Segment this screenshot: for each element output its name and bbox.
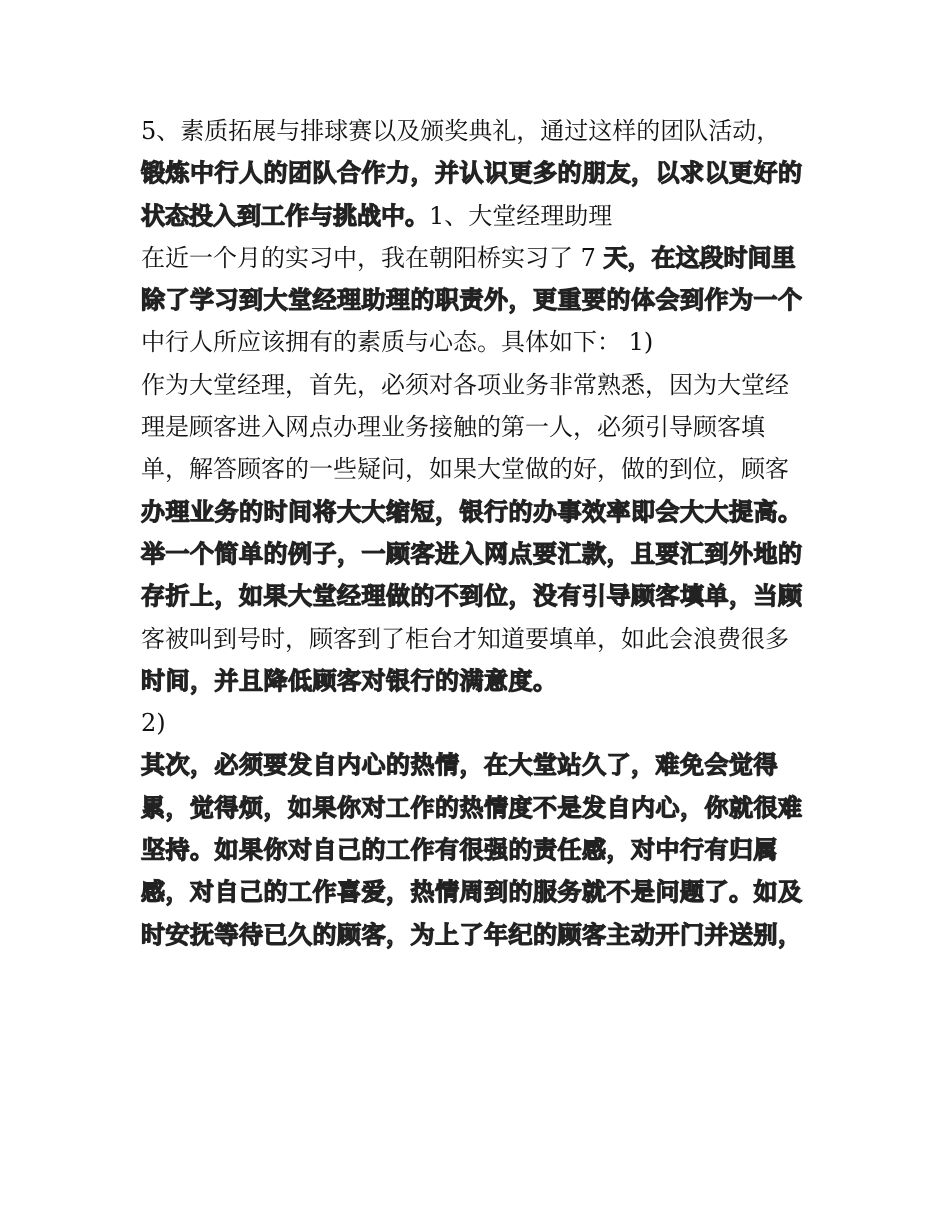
text-line: 办理业务的时间将大大缩短，银行的办事效率即会大大提高。 <box>141 497 803 526</box>
body-text <box>141 110 821 956</box>
text-line: 除了学习到大堂经理助理的职责外，更重要的体会到作为一个 <box>141 286 803 315</box>
text-line: 作为大堂经理，首先，必须对各项业务非常熟悉，因为大堂经 <box>141 370 789 399</box>
text-line: 2) <box>141 709 166 738</box>
text-line: 锻炼中行人的团队合作力，并认识更多的朋友，以求以更好的 <box>141 159 803 188</box>
text-line <box>141 195 821 237</box>
text-line: 时安抚等待已久的顾客，为上了年纪的顾客主动开门并送别， <box>141 920 803 949</box>
text-line: 感，对自己的工作喜爱，热情周到的服务就不是问题了。如及 <box>141 878 803 907</box>
text-line: 时间，并且降低顾客对银行的满意度。 <box>141 666 558 695</box>
text-segment: 在近一个月的实习中，我在朝阳桥实习了 7 <box>141 243 604 272</box>
text-line: 中行人所应该拥有的素质与心态。具体如下： 1) <box>141 328 654 357</box>
text-segment: 状态投入到工作与挑战中。 <box>141 201 429 230</box>
text-line: 其次，必须要发自内心的热情，在大堂站久了，难免会觉得 <box>141 751 778 780</box>
text-segment: 1、大堂经理助理 <box>429 201 613 230</box>
text-line: 理是顾客进入网点办理业务接触的第一人，必须引导顾客填 <box>141 413 765 442</box>
text-line: 5、素质拓展与排球赛以及颁奖典礼，通过这样的团队活动， <box>141 117 781 145</box>
text-line <box>141 237 821 279</box>
text-line: 举一个简单的例子，一顾客进入网点要汇款，且要汇到外地的 <box>141 539 803 568</box>
text-line: 存折上，如果大堂经理做的不到位，没有引导顾客填单，当顾 <box>141 582 803 611</box>
text-line: 单，解答顾客的一些疑问，如果大堂做的好，做的到位，顾客 <box>141 455 789 484</box>
text-line: 坚持。如果你对自己的工作有很强的责任感，对中行有归属 <box>141 836 778 865</box>
text-line: 客被叫到号时，顾客到了柜台才知道要填单，如此会浪费很多 <box>141 624 789 653</box>
text-line: 累，觉得烦，如果你对工作的热情度不是发自内心，你就很难 <box>141 793 803 822</box>
text-segment: 天，在这段时间里 <box>603 243 796 272</box>
